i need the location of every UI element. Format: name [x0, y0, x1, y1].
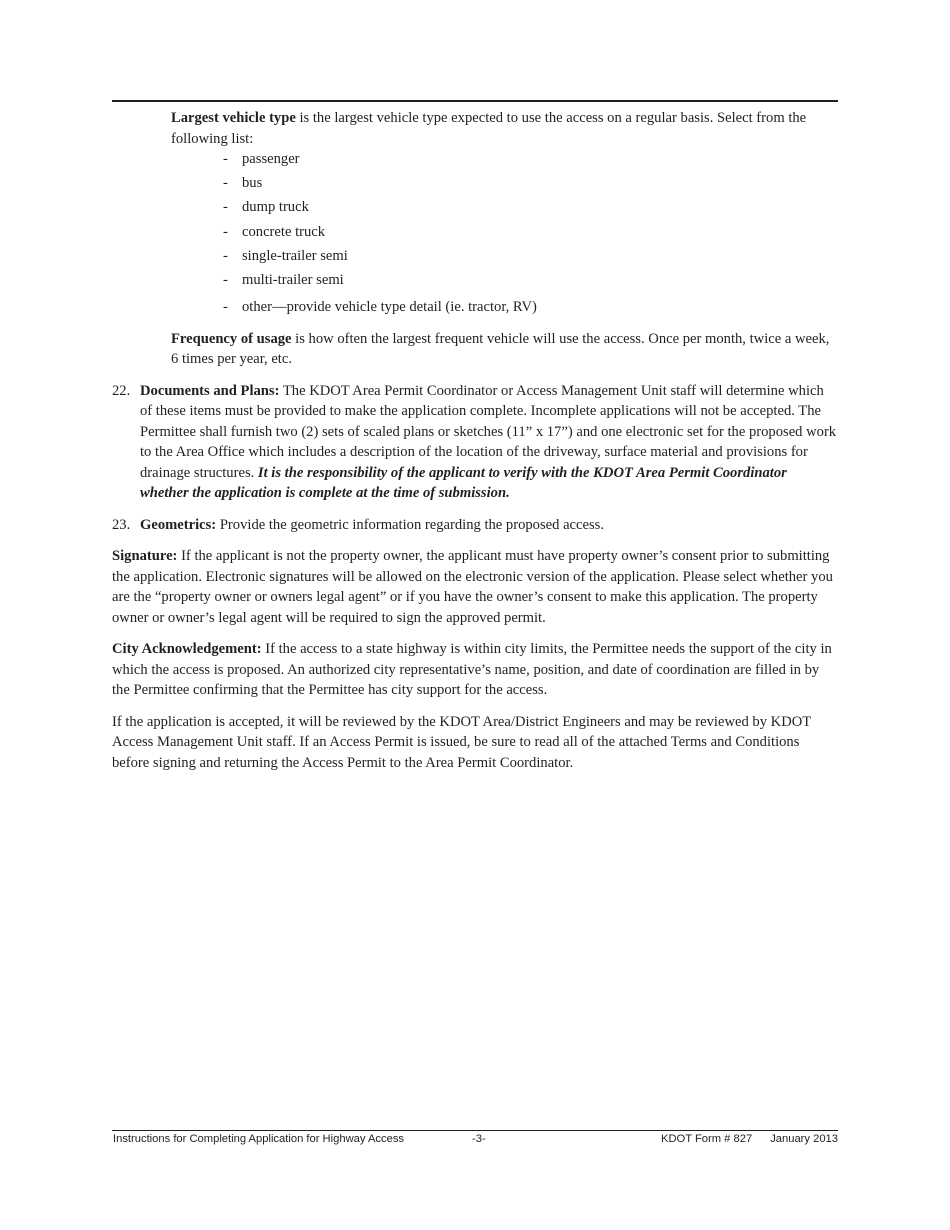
- frequency-paragraph: [171, 329, 838, 370]
- list-item: - concrete truck: [223, 222, 838, 246]
- list-item: - passenger: [223, 149, 838, 173]
- item-23-geometrics: [112, 515, 838, 536]
- signature-paragraph: [112, 546, 838, 628]
- closing-paragraph: If the application is accepted, it will be reviewed by the KDOT Area/District Engineers and may be reviewed by KDOT Access Management Unit staff. If an Access Permit is issued, be sure to read all of the attached Terms and Conditions before signing and returning the Access Permit to the Area Permit Coordinator.: [112, 713, 811, 771]
- footer-form-info: [661, 1132, 838, 1146]
- vehicle-type-term: Largest vehicle type: [171, 110, 296, 126]
- list-item: - other—provide vehicle type detail (ie. tractor, RV): [223, 297, 838, 318]
- dash-bullet: -: [223, 151, 228, 167]
- dash-bullet: -: [223, 271, 228, 288]
- frequency-text: is how often the largest frequent vehicle will use the access. Once per month, twice a week, 6 times per year, etc.: [171, 330, 830, 368]
- dash-bullet: -: [223, 199, 228, 216]
- form-number: KDOT Form # 827: [660, 1133, 753, 1145]
- list-item: - bus: [223, 173, 838, 197]
- vehicle-type-text: is the largest vehicle type expected to use the access on a regular basis. Select from the following list:: [171, 110, 807, 147]
- item-22-term: Documents and Plans:: [140, 382, 280, 399]
- item-22-documents-plans: [112, 381, 838, 504]
- city-term: City Acknowledgement:: [112, 641, 262, 658]
- signature-text: If the applicant is not the property owner, the applicant must have property owner’s consent prior to submitting the application. Electronic signatures will be allowed on the electronic version of the application. Please select whether you are the “property owner or owners legal agent” or if you have the owner’s consent to make this application. The property owner or owner’s legal agent will be required to sign the approved permit.: [112, 548, 833, 626]
- vehicle-type-paragraph: [171, 108, 838, 149]
- item-22-emphasis: It is the responsibility of the applicant to verify with the KDOT Area Permit Coordinator whether the application is complete at the time of submission.: [140, 464, 787, 502]
- dash-bullet: -: [223, 299, 228, 316]
- city-text: If the access to a state highway is within city limits, the Permittee needs the support of the city in which the access is proposed. An authorized city representative’s name, position, and date of coordination are filled in by the Permittee confirming that the Permittee has city support for the access.: [112, 641, 832, 699]
- item-number: 22.: [112, 382, 131, 399]
- item-23-text: Provide the geometric information regarding the proposed access.: [216, 516, 604, 533]
- page-number: -3-: [472, 1133, 486, 1145]
- list-item: - dump truck: [223, 197, 838, 221]
- form-date: January 2013: [770, 1133, 838, 1145]
- list-item: - multi-trailer semi: [223, 270, 838, 294]
- dash-bullet: -: [223, 223, 228, 240]
- signature-term: Signature:: [112, 548, 178, 565]
- top-divider: [112, 100, 838, 102]
- vehicle-type-list: [112, 149, 838, 318]
- frequency-term: Frequency of usage: [171, 330, 292, 347]
- item-23-term: Geometrics:: [140, 516, 217, 533]
- city-acknowledgement-paragraph: [112, 639, 838, 701]
- dash-bullet: -: [223, 175, 228, 192]
- item-22-text: The KDOT Area Permit Coordinator or Access Management Unit staff will determine which of these items must be provided to make the application complete. Incomplete applications will not be accepted. The Permittee shall furnish two (2) sets of scaled plans or sketches (11” x 17”) and one electronic set for the proposed work to the Area Office which includes a description of the location of the driveway, surface material and provisions for drainage structures.: [140, 382, 837, 481]
- page-footer: [112, 1132, 838, 1148]
- dash-bullet: -: [223, 247, 228, 264]
- footer-divider: [112, 1130, 838, 1131]
- list-item: - single-trailer semi: [223, 246, 838, 270]
- document-body: [112, 108, 838, 773]
- item-number: 23.: [112, 516, 131, 533]
- footer-title: Instructions for Completing Application for Highway Access: [113, 1133, 405, 1145]
